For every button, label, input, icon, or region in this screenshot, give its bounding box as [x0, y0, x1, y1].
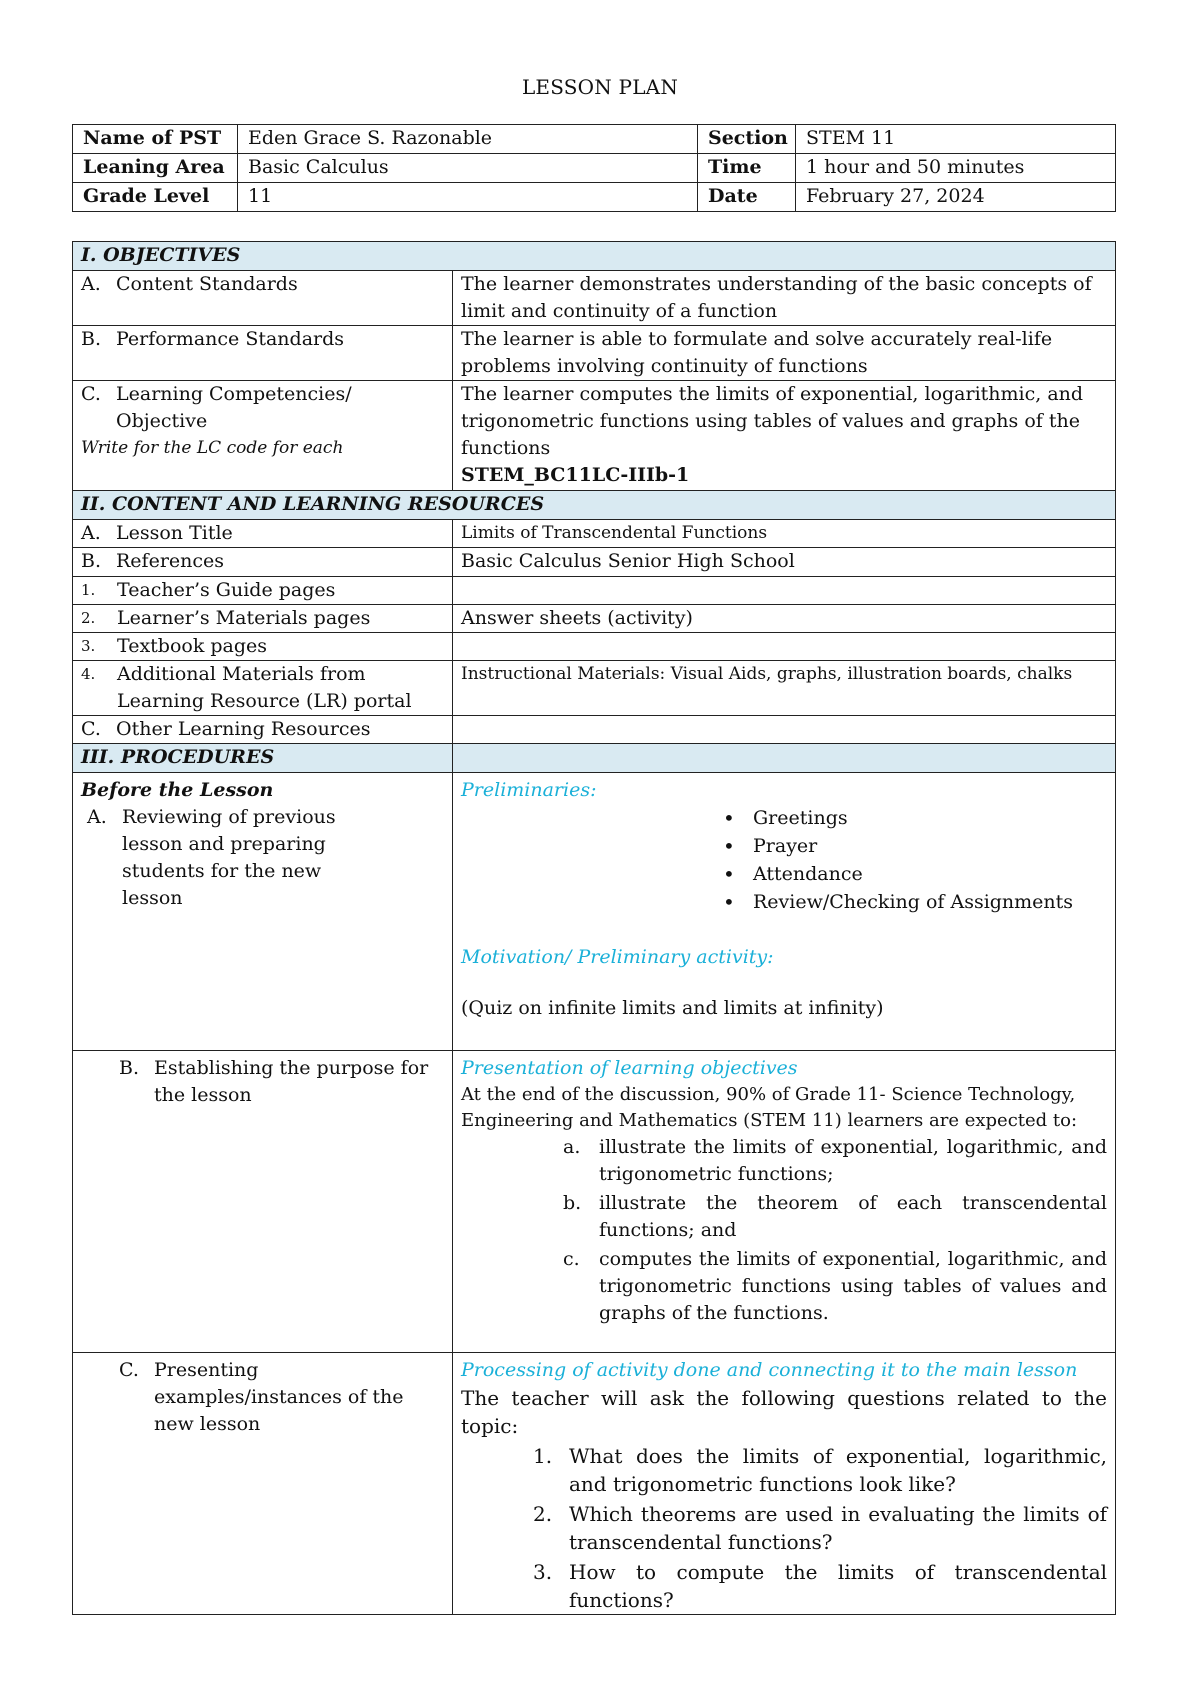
item-key: a.: [563, 1136, 581, 1158]
learners-materials-cell: [73, 605, 453, 633]
preliminaries-list: [721, 804, 1107, 916]
section-heading-objectives: [73, 242, 1116, 271]
processing-cell: [453, 1353, 1116, 1615]
list-item: [533, 1500, 1107, 1556]
textbook-cell: [73, 633, 453, 661]
list-item: [563, 1134, 1107, 1188]
time-label: Time: [698, 154, 796, 183]
table-row: [73, 548, 1116, 577]
time-value: 1 hour and 50 minutes: [796, 154, 1116, 183]
learning-competencies-value-cell: [453, 381, 1116, 491]
performance-standards-value: The learner is able to formulate and solve accurately real-life problems involving continuity of functions: [453, 326, 1116, 381]
area-value: Basic Calculus: [238, 154, 698, 183]
purpose-cell: [73, 1051, 453, 1353]
preliminaries-heading: Preliminaries:: [461, 779, 597, 801]
lc-code: STEM_BC11LC-IIIb-1: [461, 464, 690, 486]
teachers-guide-value: [453, 577, 1116, 605]
item-key: 3.: [533, 1560, 553, 1584]
learners-materials-label: Learner’s Materials pages: [117, 607, 371, 629]
learning-competencies-value: The learner computes the limits of exponential, logarithmic, and trigonometric functions using tables of values and graphs of the functions: [461, 383, 1084, 459]
references-label: References: [116, 550, 225, 572]
page-title: LESSON PLAN: [521, 75, 679, 99]
list-item-text: illustrate the limits of exponential, logarithmic, and trigonometric functions;: [599, 1136, 1108, 1185]
learning-competencies-cell: [73, 381, 453, 491]
presenting-label: Presenting examples/instances of the new lesson: [154, 1359, 404, 1435]
item-key: 4.: [81, 665, 96, 683]
item-key: 2.: [533, 1502, 553, 1526]
list-item: [563, 1246, 1107, 1327]
other-resources-label: Other Learning Resources: [116, 718, 371, 740]
grade-label: Grade Level: [73, 183, 238, 212]
purpose-intro: At the end of the discussion, 90% of Grade 11- Science Technology, Engineering and Mathematics (STEM 11) learners are expected to:: [461, 1084, 1078, 1131]
objectives-presentation-cell: [453, 1051, 1116, 1353]
lesson-title-label: Lesson Title: [116, 522, 233, 544]
lesson-title-cell: [73, 520, 453, 548]
before-lesson-cell: [73, 773, 453, 1051]
list-item: [563, 1190, 1107, 1244]
additional-materials-cell: [73, 661, 453, 716]
list-item-text: Which theorems are used in evaluating the limits of transcendental functions?: [569, 1502, 1108, 1554]
learning-objectives-list: [563, 1134, 1107, 1327]
item-key: C.: [119, 1359, 139, 1381]
purpose-label: Establishing the purpose for the lesson: [154, 1057, 429, 1106]
learning-competencies-label: Learning Competencies/ Objective: [116, 383, 352, 432]
table-row: [73, 1353, 1116, 1615]
table-row: [73, 1051, 1116, 1353]
content-standards-label: Content Standards: [116, 273, 298, 295]
list-item: • Greetings: [721, 804, 1107, 832]
item-key: 2.: [81, 609, 96, 627]
name-value: Eden Grace S. Razonable: [238, 125, 698, 154]
list-item: • Attendance: [721, 860, 1107, 888]
content-standards-value: The learner demonstrates understanding of the basic concepts of limit and continuity of a function: [453, 271, 1116, 326]
references-value: Basic Calculus Senior High School: [453, 548, 1116, 577]
table-row: [73, 271, 1116, 326]
table-row: [73, 716, 1116, 744]
item-key: B.: [81, 550, 102, 572]
motivation-heading: Motivation/ Preliminary activity:: [461, 946, 774, 968]
section-heading-content: [73, 491, 1116, 520]
section-value: STEM 11: [796, 125, 1116, 154]
item-key: A.: [87, 806, 107, 828]
item-key: C.: [81, 718, 101, 740]
additional-materials-label: Additional Materials from Learning Resource (LR) portal: [117, 663, 412, 712]
objectives-heading: I. OBJECTIVES: [73, 242, 1116, 271]
table-row: [73, 605, 1116, 633]
table-row: [73, 381, 1116, 491]
table-row: [73, 577, 1116, 605]
item-key: b.: [563, 1192, 582, 1214]
item-key: C.: [81, 383, 101, 405]
item-key: A.: [81, 522, 101, 544]
item-key: A.: [81, 273, 101, 295]
teachers-guide-label: Teacher’s Guide pages: [117, 579, 336, 601]
learners-materials-value: Answer sheets (activity): [453, 605, 1116, 633]
table-row: [73, 773, 1116, 1051]
table-row: [73, 633, 1116, 661]
content-heading: II. CONTENT AND LEARNING RESOURCES: [73, 491, 1116, 520]
motivation-text: (Quiz on infinite limits and limits at infinity): [461, 997, 884, 1019]
presenting-cell: [73, 1353, 453, 1615]
list-item-text: computes the limits of exponential, logarithmic, and trigonometric functions using tables of values and graphs of the functions.: [599, 1248, 1108, 1324]
reviewing-label: Reviewing of previous lesson and preparing students for the new lesson: [122, 806, 336, 909]
list-item-text: What does the limits of exponential, logarithmic, and trigonometric functions look like?: [569, 1444, 1108, 1496]
date-label: Date: [698, 183, 796, 212]
table-row: [73, 661, 1116, 716]
processing-heading: Processing of activity done and connecting it to the main lesson: [461, 1359, 1078, 1381]
references-cell: [73, 548, 453, 577]
grade-value: 11: [238, 183, 698, 212]
performance-standards-label: Performance Standards: [116, 328, 345, 350]
item-key: 3.: [81, 637, 96, 655]
list-item: [533, 1558, 1107, 1614]
list-item: • Prayer: [721, 832, 1107, 860]
item-key: B.: [119, 1057, 140, 1079]
teachers-guide-cell: [73, 577, 453, 605]
info-row-area: [73, 154, 1116, 183]
other-resources-cell: [73, 716, 453, 744]
preliminaries-cell: [453, 773, 1116, 1051]
name-label: Name of PST: [73, 125, 238, 154]
info-row-grade: [73, 183, 1116, 212]
item-key: 1.: [533, 1444, 553, 1468]
list-item-text: illustrate the theorem of each transcendental functions; and: [599, 1192, 1108, 1241]
performance-standards-cell: [73, 326, 453, 381]
textbook-label: Textbook pages: [117, 635, 268, 657]
content-standards-cell: [73, 271, 453, 326]
section-label: Section: [698, 125, 796, 154]
procedures-heading: III. PROCEDURES: [73, 744, 453, 773]
date-value: February 27, 2024: [796, 183, 1116, 212]
other-resources-value: [453, 716, 1116, 744]
area-label: Leaning Area: [73, 154, 238, 183]
textbook-value: [453, 633, 1116, 661]
info-row-name: [73, 125, 1116, 154]
list-item: [533, 1442, 1107, 1498]
presentation-heading: Presentation of learning objectives: [461, 1057, 798, 1079]
additional-materials-value: Instructional Materials: Visual Aids, graphs, illustration boards, chalks: [453, 661, 1116, 716]
list-item-text: How to compute the limits of transcendental functions?: [569, 1560, 1108, 1612]
before-lesson-heading: Before the Lesson: [81, 779, 274, 801]
lesson-table: [72, 241, 1116, 1615]
lesson-title-value: Limits of Transcendental Functions: [453, 520, 1116, 548]
item-key: c.: [563, 1248, 580, 1270]
item-key: B.: [81, 328, 102, 350]
processing-intro: The teacher will ask the following questions related to the topic:: [461, 1386, 1108, 1438]
section-heading-procedures: [73, 744, 1116, 773]
procedures-heading-blank: [453, 744, 1116, 773]
list-item: • Review/Checking of Assignments: [721, 888, 1107, 916]
lc-code-note: Write for the LC code for each: [81, 438, 344, 458]
questions-list: [533, 1442, 1107, 1614]
table-row: [73, 326, 1116, 381]
item-key: 1.: [81, 581, 96, 599]
table-row: [73, 520, 1116, 548]
info-table: [72, 124, 1116, 212]
